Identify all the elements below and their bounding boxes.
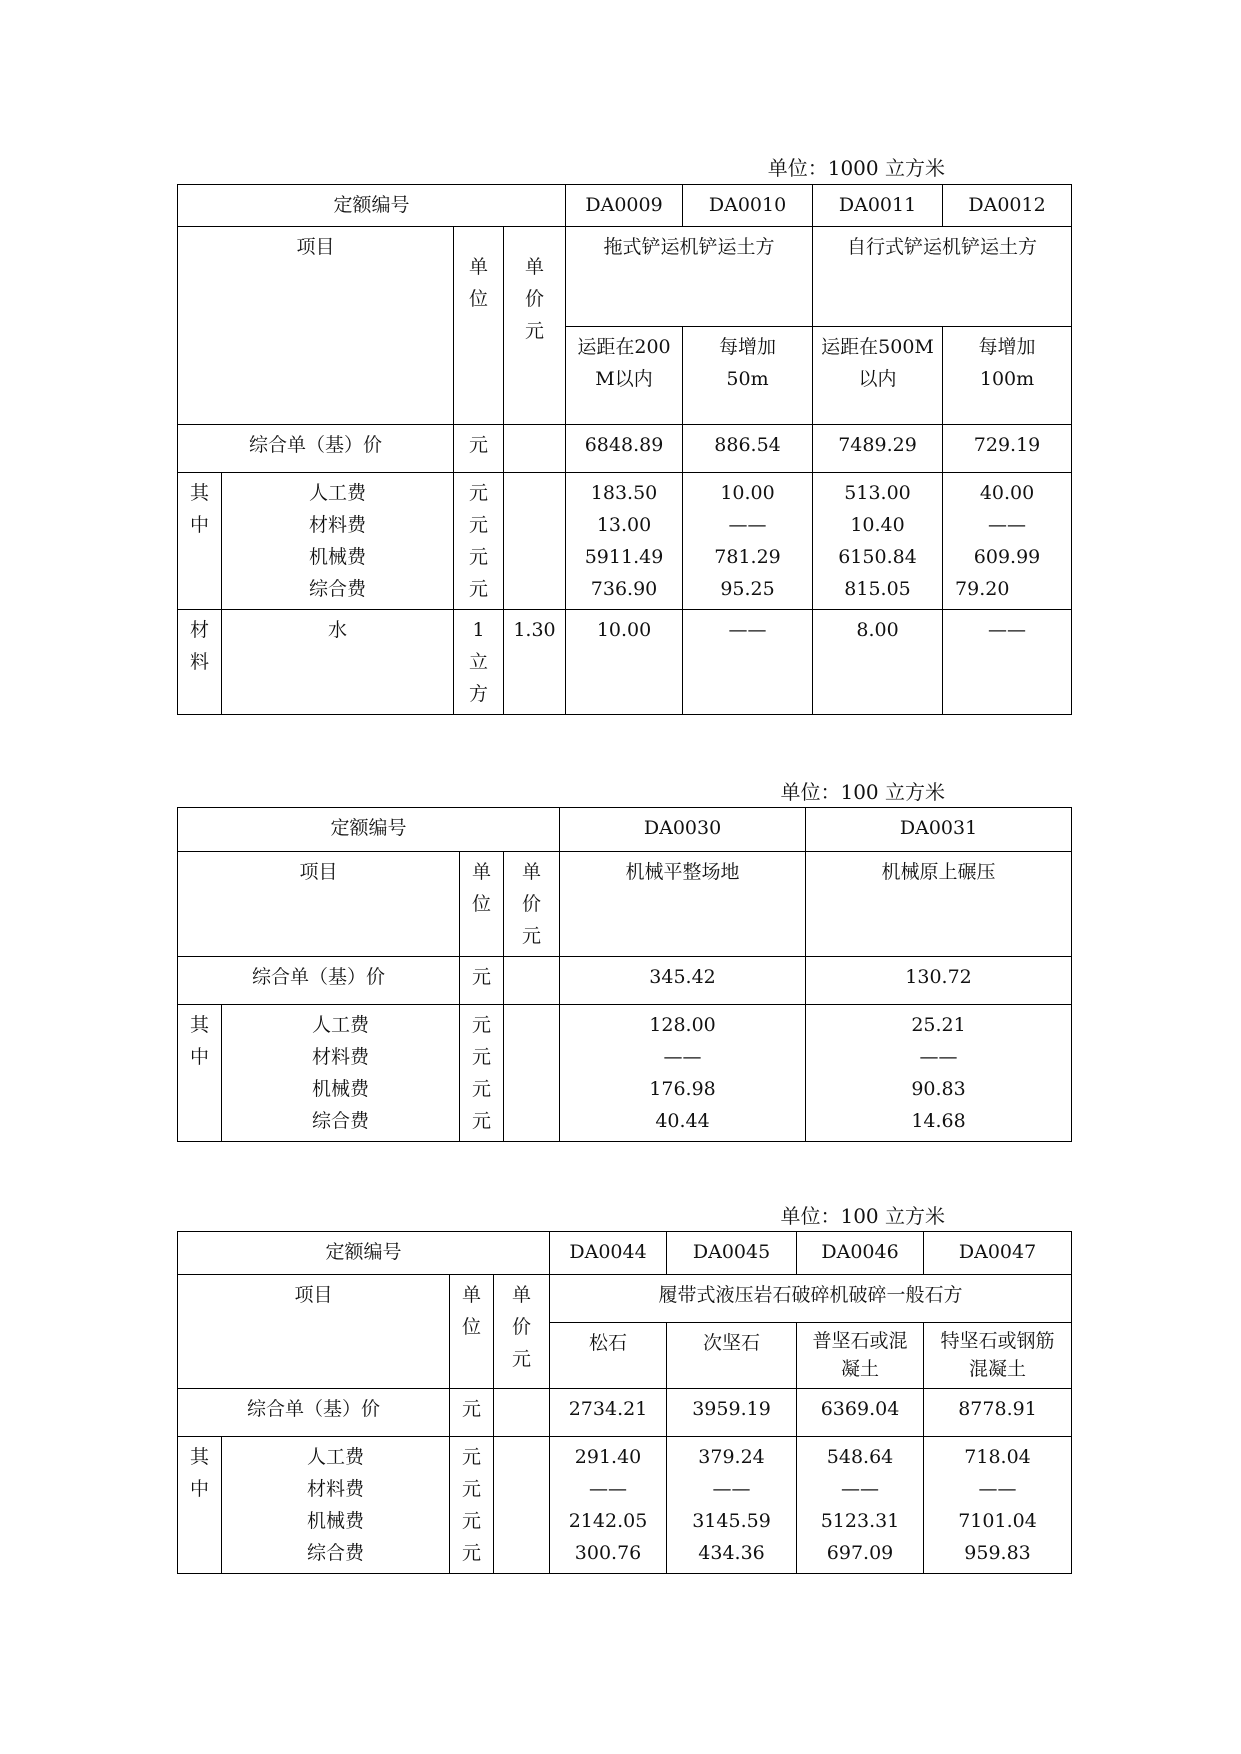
breakdown-units: 元 元 元 元 [454, 473, 504, 610]
unit-label-3: 单位：100 立方米 [780, 1204, 945, 1228]
breakdown-names: 人工费 材料费 机械费 综合费 [222, 1437, 450, 1574]
breakdown-values: 25.21 —— 90.83 14.68 [806, 1005, 1072, 1142]
code-cell: DA0009 [566, 185, 683, 227]
total-value: 7489.29 [813, 425, 943, 473]
quota-table-1 [177, 184, 1072, 715]
total-price [504, 957, 560, 1005]
code-cell: DA0046 [797, 1232, 924, 1275]
breakdown-price [504, 1005, 560, 1142]
total-label: 综合单（基）价 [178, 1389, 450, 1437]
code-cell: DA0030 [560, 808, 806, 852]
group-header: 自行式铲运机铲运土方 [813, 227, 1072, 327]
breakdown-values: 548.64 —— 5123.31 697.09 [797, 1437, 924, 1574]
price-col-header: 单价元 [504, 227, 566, 425]
code-cell: DA0010 [683, 185, 813, 227]
total-price [504, 425, 566, 473]
breakdown-values: 379.24 —— 3145.59 434.36 [667, 1437, 797, 1574]
subhead-cell: 每增加100m [943, 327, 1072, 425]
item-label: 项目 [178, 852, 460, 957]
total-value: 8778.91 [924, 1389, 1072, 1437]
total-value: 6848.89 [566, 425, 683, 473]
total-value: 6369.04 [797, 1389, 924, 1437]
unit-label-2: 单位：100 立方米 [780, 780, 945, 804]
breakdown-values: 10.00 —— 781.29 95.25 [683, 473, 813, 610]
total-unit: 元 [450, 1389, 494, 1437]
price-col-header: 单价元 [494, 1275, 550, 1389]
code-cell: DA0047 [924, 1232, 1072, 1275]
breakdown-label: 其中 [178, 1437, 222, 1574]
material-value: —— [943, 610, 1072, 715]
total-value: 3959.19 [667, 1389, 797, 1437]
total-value: 345.42 [560, 957, 806, 1005]
breakdown-values: 718.04 —— 7101.04 959.83 [924, 1437, 1072, 1574]
item-name: 机械平整场地 [560, 852, 806, 957]
breakdown-price [504, 473, 566, 610]
total-value: 130.72 [806, 957, 1072, 1005]
subhead-cell: 松石 [550, 1323, 667, 1389]
breakdown-values: 183.50 13.00 5911.49 736.90 [566, 473, 683, 610]
breakdown-names: 人工费 材料费 机械费 综合费 [222, 1005, 460, 1142]
code-label: 定额编号 [178, 185, 566, 227]
breakdown-values: 128.00 —— 176.98 40.44 [560, 1005, 806, 1142]
code-cell: DA0011 [813, 185, 943, 227]
subhead-cell: 运距在500M以内 [813, 327, 943, 425]
breakdown-values: 291.40 —— 2142.05 300.76 [550, 1437, 667, 1574]
material-price: 1.30 [504, 610, 566, 715]
unit-col-header: 单位 [454, 227, 504, 425]
item-name: 机械原上碾压 [806, 852, 1072, 957]
material-name: 水 [222, 610, 454, 715]
group-header: 履带式液压岩石破碎机破碎一般石方 [550, 1275, 1072, 1323]
code-label: 定额编号 [178, 808, 560, 852]
item-label: 项目 [178, 227, 454, 425]
subhead-cell: 普坚石或混凝土 [797, 1323, 924, 1389]
subhead-cell: 次坚石 [667, 1323, 797, 1389]
breakdown-label: 其中 [178, 1005, 222, 1142]
material-label: 材料 [178, 610, 222, 715]
item-label: 项目 [178, 1275, 450, 1389]
breakdown-units: 元 元 元 元 [450, 1437, 494, 1574]
total-value: 886.54 [683, 425, 813, 473]
breakdown-values: 513.00 10.40 6150.84 815.05 [813, 473, 943, 610]
code-cell: DA0031 [806, 808, 1072, 852]
total-label: 综合单（基）价 [178, 425, 454, 473]
code-cell: DA0012 [943, 185, 1072, 227]
material-unit: 1立方 [454, 610, 504, 715]
breakdown-names: 人工费 材料费 机械费 综合费 [222, 473, 454, 610]
total-label: 综合单（基）价 [178, 957, 460, 1005]
subhead-cell: 特坚石或钢筋混凝土 [924, 1323, 1072, 1389]
total-unit: 元 [460, 957, 504, 1005]
breakdown-units: 元 元 元 元 [460, 1005, 504, 1142]
breakdown-price [494, 1437, 550, 1574]
total-value: 729.19 [943, 425, 1072, 473]
code-cell: DA0044 [550, 1232, 667, 1275]
quota-table-3 [177, 1231, 1072, 1574]
breakdown-values: 40.00 —— 609.99 79.20 [943, 473, 1072, 610]
quota-table-2 [177, 807, 1072, 1142]
code-label: 定额编号 [178, 1232, 550, 1275]
subhead-cell: 运距在200M以内 [566, 327, 683, 425]
total-price [494, 1389, 550, 1437]
total-value: 2734.21 [550, 1389, 667, 1437]
unit-label-1: 单位：1000 立方米 [767, 156, 945, 180]
breakdown-label: 其中 [178, 473, 222, 610]
material-value: 8.00 [813, 610, 943, 715]
unit-col-header: 单位 [450, 1275, 494, 1389]
code-cell: DA0045 [667, 1232, 797, 1275]
material-value: —— [683, 610, 813, 715]
total-unit: 元 [454, 425, 504, 473]
price-col-header: 单价元 [504, 852, 560, 957]
group-header: 拖式铲运机铲运土方 [566, 227, 813, 327]
subhead-cell: 每增加50m [683, 327, 813, 425]
material-value: 10.00 [566, 610, 683, 715]
unit-col-header: 单位 [460, 852, 504, 957]
